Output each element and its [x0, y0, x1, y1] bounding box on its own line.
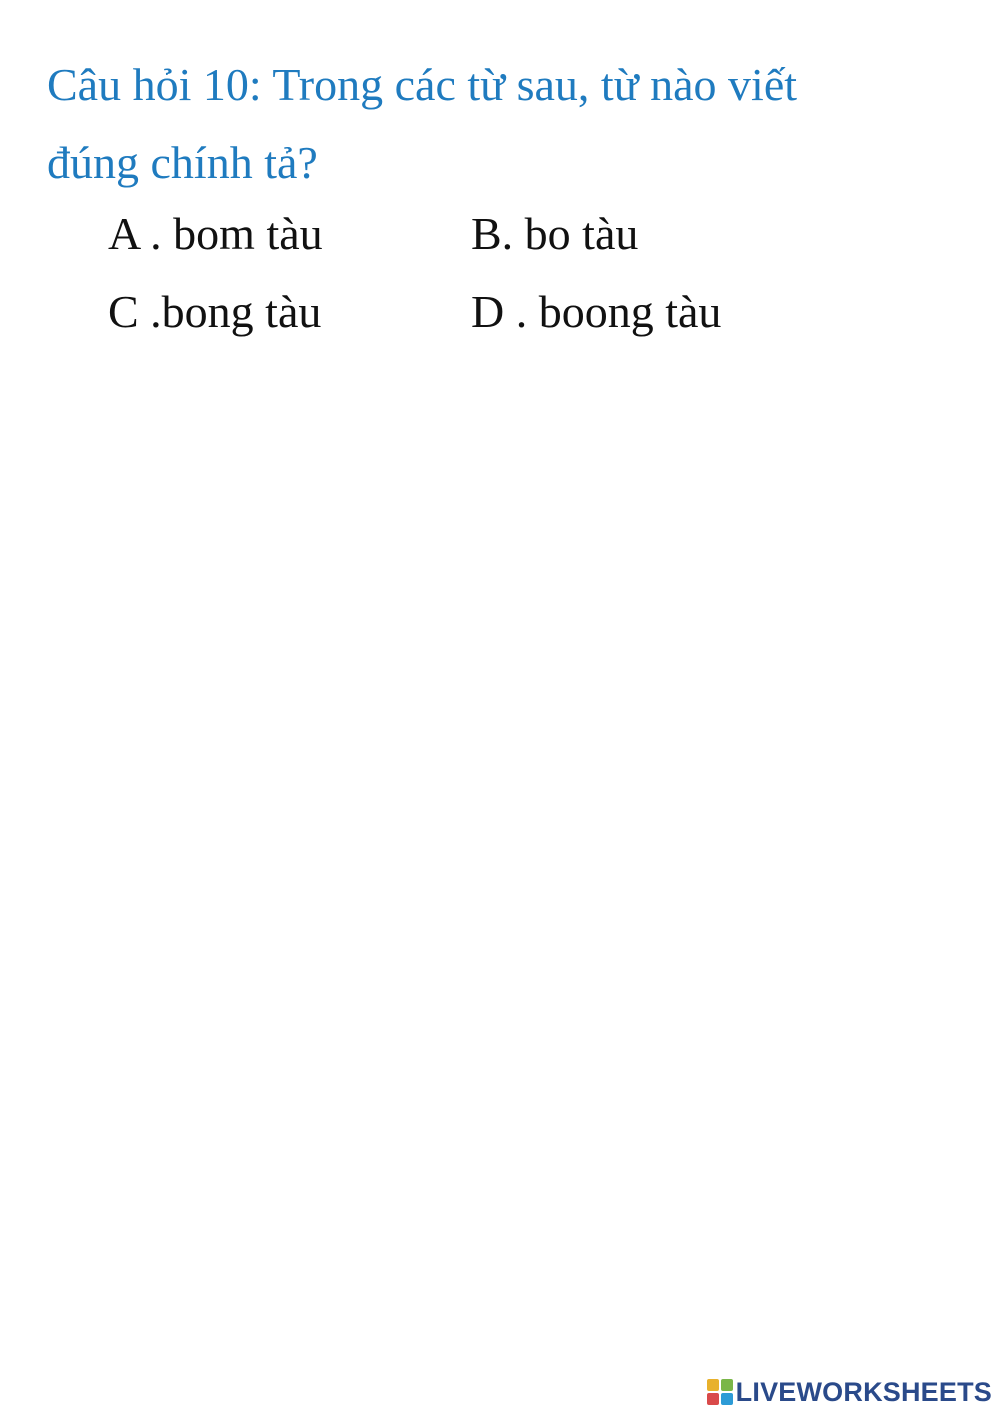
brand-name: LIVEWORKSHEETS [735, 1376, 992, 1407]
answer-option-d[interactable]: D . boong tàu [471, 286, 722, 337]
question-line-1: Câu hỏi 10: Trong các từ sau, từ nào viết [47, 59, 798, 110]
answer-option-a[interactable]: A . bom tàu [108, 208, 323, 259]
question-line-2: đúng chính tả? [47, 137, 318, 188]
liveworksheets-watermark [707, 1377, 992, 1407]
liveworksheets-logo-icon [707, 1379, 733, 1405]
answer-option-c[interactable]: C .bong tàu [108, 286, 322, 337]
question-text [47, 46, 947, 202]
answer-option-b[interactable]: B. bo tàu [471, 208, 639, 259]
